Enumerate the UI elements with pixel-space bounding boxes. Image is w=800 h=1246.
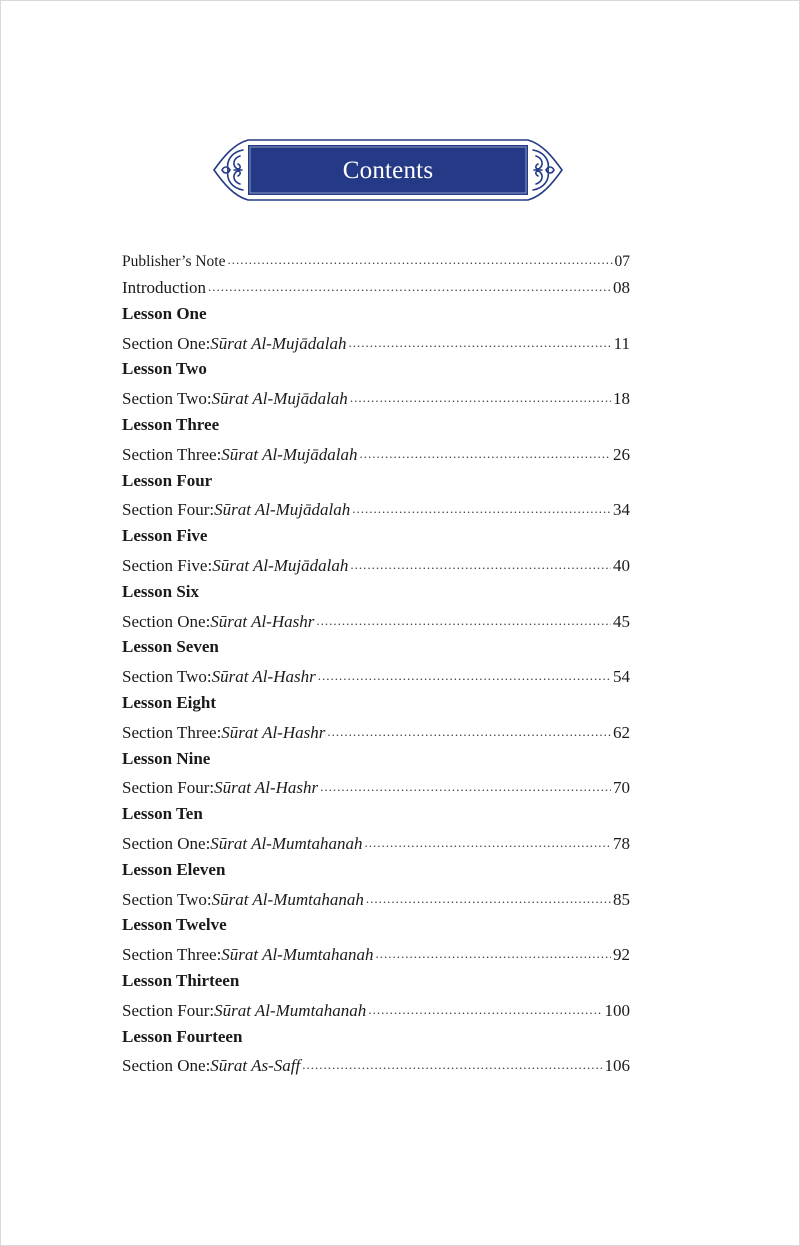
page-number: 78 — [613, 833, 630, 853]
entry-label: Section Four: — [122, 500, 215, 520]
entry-label: Section Four: — [122, 1000, 215, 1020]
toc-entry — [122, 888, 630, 916]
entry-label: Section Two: — [122, 889, 212, 909]
dot-leader — [327, 721, 611, 738]
table-of-contents — [122, 250, 630, 1082]
surah-name: Sūrat Al-Mujādalah — [212, 555, 349, 575]
dot-leader — [352, 498, 611, 515]
page-number: 62 — [613, 722, 630, 742]
page-number: 18 — [613, 389, 630, 409]
toc-entry — [122, 665, 630, 693]
entry-label: Section Three: — [122, 444, 222, 464]
lesson-title: Lesson Three — [122, 414, 220, 434]
toc-lesson-heading — [122, 693, 630, 721]
surah-name: Sūrat Al-Hashr — [211, 667, 316, 687]
dot-leader — [348, 332, 611, 349]
surah-name: Sūrat Al-Mujādalah — [210, 333, 347, 353]
toc-lesson-heading — [122, 637, 630, 665]
entry-label: Section One: — [122, 1056, 211, 1076]
surah-name: Sūrat Al-Mujādalah — [211, 389, 348, 409]
surah-name: Sūrat Al-Mujādalah — [221, 444, 358, 464]
surah-name: Sūrat Al-Hashr — [214, 778, 319, 798]
page-number: 54 — [613, 667, 630, 687]
toc-lesson-heading — [122, 804, 630, 832]
page-number: 100 — [604, 1000, 630, 1020]
page-number: 92 — [613, 945, 630, 965]
lesson-title: Lesson Eight — [122, 692, 216, 712]
toc-lesson-heading — [122, 304, 630, 332]
toc-entry — [122, 832, 630, 860]
toc-entry — [122, 721, 630, 749]
toc-entry — [122, 776, 630, 804]
page-number: 26 — [613, 444, 630, 464]
page-number: 85 — [613, 889, 630, 909]
toc-entry — [122, 443, 630, 471]
toc-lesson-heading — [122, 915, 630, 943]
lesson-title: Lesson Two — [122, 359, 207, 379]
entry-label: Introduction — [122, 278, 207, 297]
page-number: 11 — [613, 333, 630, 353]
entry-label: Section Three: — [122, 722, 222, 742]
page-number: 08 — [613, 278, 630, 297]
toc-entry — [122, 276, 630, 304]
dot-leader — [227, 250, 612, 266]
toc-lesson-heading — [122, 526, 630, 554]
toc-lesson-heading — [122, 1027, 630, 1055]
toc-lesson-heading — [122, 582, 630, 610]
lesson-title: Lesson Four — [122, 470, 213, 490]
toc-entry — [122, 250, 630, 276]
lesson-title: Lesson Eleven — [122, 859, 226, 879]
toc-lesson-heading — [122, 471, 630, 499]
lesson-title: Lesson Ten — [122, 804, 203, 824]
dot-leader — [365, 832, 611, 849]
toc-entry — [122, 610, 630, 638]
lesson-title: Lesson Fourteen — [122, 1026, 243, 1046]
entry-label: Section One: — [122, 611, 211, 631]
lesson-title: Lesson One — [122, 303, 207, 323]
lesson-title: Lesson Twelve — [122, 915, 227, 935]
dot-leader — [359, 443, 611, 460]
surah-name: Sūrat Al-Hashr — [210, 611, 315, 631]
dot-leader — [316, 610, 611, 627]
entry-label: Section One: — [122, 833, 211, 853]
surah-name: Sūrat As-Saff — [210, 1056, 301, 1076]
entry-label: Section Three: — [122, 945, 222, 965]
toc-entry — [122, 498, 630, 526]
surah-name: Sūrat Al-Mumtahanah — [221, 945, 374, 965]
toc-lesson-heading — [122, 860, 630, 888]
dot-leader — [302, 1054, 602, 1071]
lesson-title: Lesson Five — [122, 526, 208, 546]
page-number: 70 — [613, 778, 630, 798]
page-number: 40 — [613, 555, 630, 575]
dot-leader — [376, 943, 611, 960]
lesson-title: Lesson Six — [122, 581, 199, 601]
surah-name: Sūrat Al-Hashr — [221, 722, 326, 742]
toc-entry — [122, 943, 630, 971]
surah-name: Sūrat Al-Mumtahanah — [211, 889, 364, 909]
toc-entry — [122, 999, 630, 1027]
dot-leader — [320, 776, 611, 793]
entry-label: Section Five: — [122, 555, 213, 575]
dot-leader — [318, 665, 611, 682]
dot-leader — [208, 276, 611, 293]
dot-leader — [350, 554, 611, 571]
surah-name: Sūrat Al-Mumtahanah — [214, 1000, 367, 1020]
dot-leader — [366, 888, 611, 905]
entry-label: Section One: — [122, 333, 211, 353]
page-number: 45 — [613, 611, 630, 631]
lesson-title: Lesson Thirteen — [122, 970, 240, 990]
entry-label: Section Four: — [122, 778, 215, 798]
toc-lesson-heading — [122, 359, 630, 387]
toc-lesson-heading — [122, 971, 630, 999]
page-number: 106 — [604, 1056, 630, 1076]
dot-leader — [368, 999, 602, 1016]
toc-lesson-heading — [122, 749, 630, 777]
toc-entry — [122, 387, 630, 415]
entry-label: Publisher’s Note — [122, 252, 226, 270]
entry-label: Section Two: — [122, 389, 212, 409]
toc-entry — [122, 1054, 630, 1082]
page-number: 34 — [613, 500, 630, 520]
toc-entry — [122, 332, 630, 360]
lesson-title: Lesson Seven — [122, 637, 219, 657]
dot-leader — [350, 387, 611, 404]
page-title: Contents — [342, 157, 434, 184]
surah-name: Sūrat Al-Mumtahanah — [210, 833, 363, 853]
lesson-title: Lesson Nine — [122, 748, 211, 768]
title-banner — [212, 138, 564, 202]
toc-lesson-heading — [122, 415, 630, 443]
entry-label: Section Two: — [122, 667, 212, 687]
page-number: 07 — [614, 252, 630, 270]
toc-entry — [122, 554, 630, 582]
surah-name: Sūrat Al-Mujādalah — [214, 500, 351, 520]
